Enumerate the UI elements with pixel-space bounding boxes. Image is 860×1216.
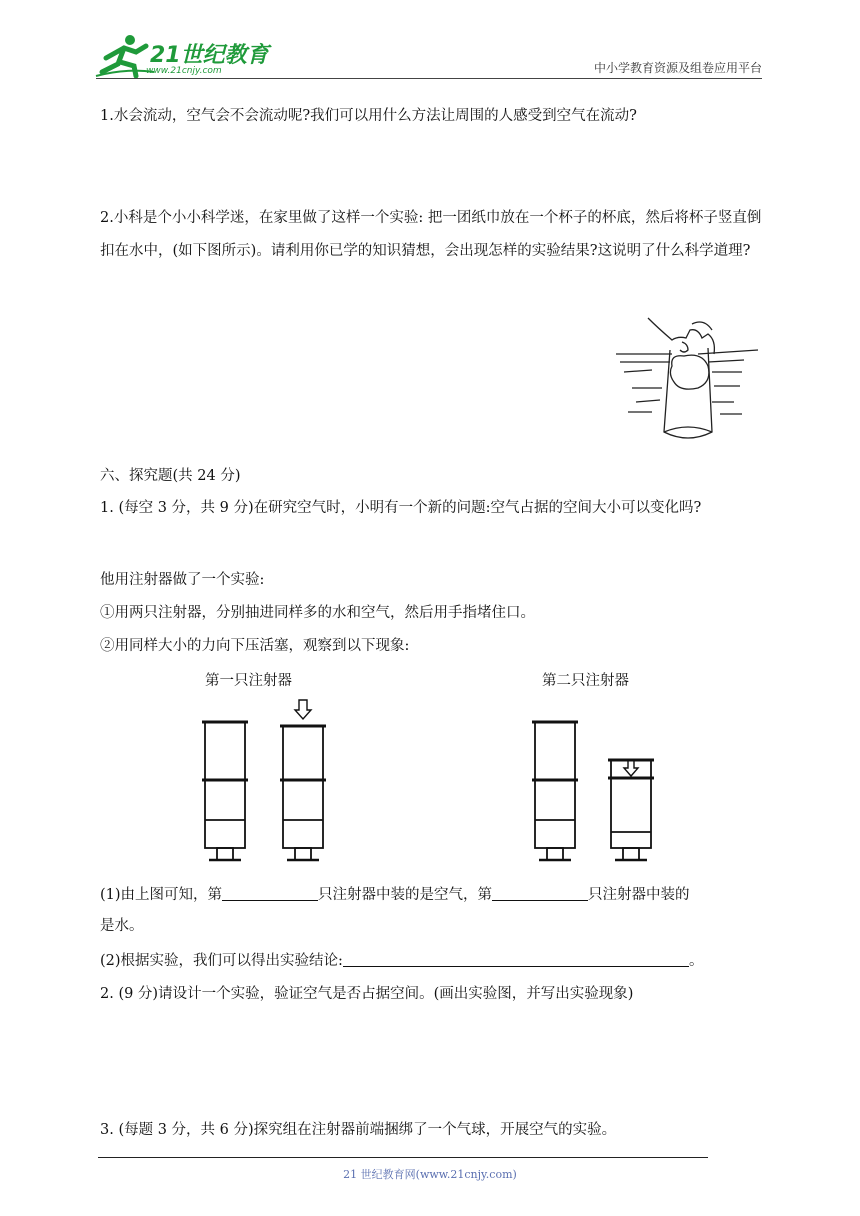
question-6-3: 3. (每题 3 分，共 6 分)探究组在注射器前端捆绑了一个气球，开展空气的实验。 bbox=[100, 1122, 617, 1138]
question-5-2: 2.小科是个小小科学迷，在家里做了这样一个实验: 把一团纸巾放在一个杯子的杯底，然后将杯子竖直倒扣在水中，(如下图所示)。请利用你已学的知识猜想，会出现怎样的实验结果?这说明了什么科学道理? bbox=[100, 210, 762, 259]
fill-in-question-1-cont: 是水。 bbox=[100, 918, 144, 934]
question-6-1-line2: 他用注射器做了一个实验: bbox=[100, 572, 265, 588]
footer-divider bbox=[98, 1157, 708, 1158]
fill-in-question-2 bbox=[100, 950, 703, 971]
fill2-text-end: 。 bbox=[688, 953, 704, 969]
fill1-text-b: 只注射器中装的是空气，第 bbox=[318, 887, 493, 903]
fill-in-question-1 bbox=[100, 884, 690, 905]
cup-in-water-figure bbox=[612, 310, 762, 450]
footer-text: 21 世纪教育网(www.21cnjy.com) bbox=[343, 1168, 517, 1181]
syringe-diagram bbox=[190, 700, 670, 875]
caption-second-syringe: 第二只注射器 bbox=[542, 673, 629, 689]
question-5-1: 1.水会流动，空气会不会流动呢?我们可以用什么方法让周围的人感受到空气在流动? bbox=[100, 108, 637, 124]
answer-blank-2[interactable] bbox=[492, 884, 588, 901]
header-divider bbox=[96, 78, 762, 79]
fill2-text-a: (2)根据实验，我们可以得出实验结论: bbox=[100, 953, 343, 969]
answer-blank-conclusion[interactable] bbox=[343, 950, 689, 967]
question-6-2: 2. (9 分)请设计一个实验，验证空气是否占据空间。(画出实验图，并写出实验现象) bbox=[100, 986, 634, 1002]
question-6-1-intro: 1. (每空 3 分，共 9 分)在研究空气时，小明有一个新的问题:空气占据的空间大小可以变化吗? bbox=[100, 500, 702, 516]
logo-url: www.21cnjy.com bbox=[146, 66, 222, 76]
header-platform-text: 中小学教育资源及组卷应用平台 bbox=[593, 61, 762, 75]
fill1-text-a: (1)由上图可知，第 bbox=[100, 887, 223, 903]
logo-text: 21世纪教育 bbox=[150, 43, 269, 68]
fill1-text-c: 只注射器中装的 bbox=[588, 887, 690, 903]
caption-first-syringe: 第一只注射器 bbox=[205, 673, 292, 689]
answer-blank-1[interactable] bbox=[222, 884, 318, 901]
question-6-1-step1: ①用两只注射器，分别抽进同样多的水和空气，然后用手指堵住口。 bbox=[100, 605, 535, 621]
section-6-title: 六、探究题(共 24 分) bbox=[100, 468, 241, 484]
question-6-1-step2: ②用同样大小的力向下压活塞，观察到以下现象: bbox=[100, 638, 410, 654]
